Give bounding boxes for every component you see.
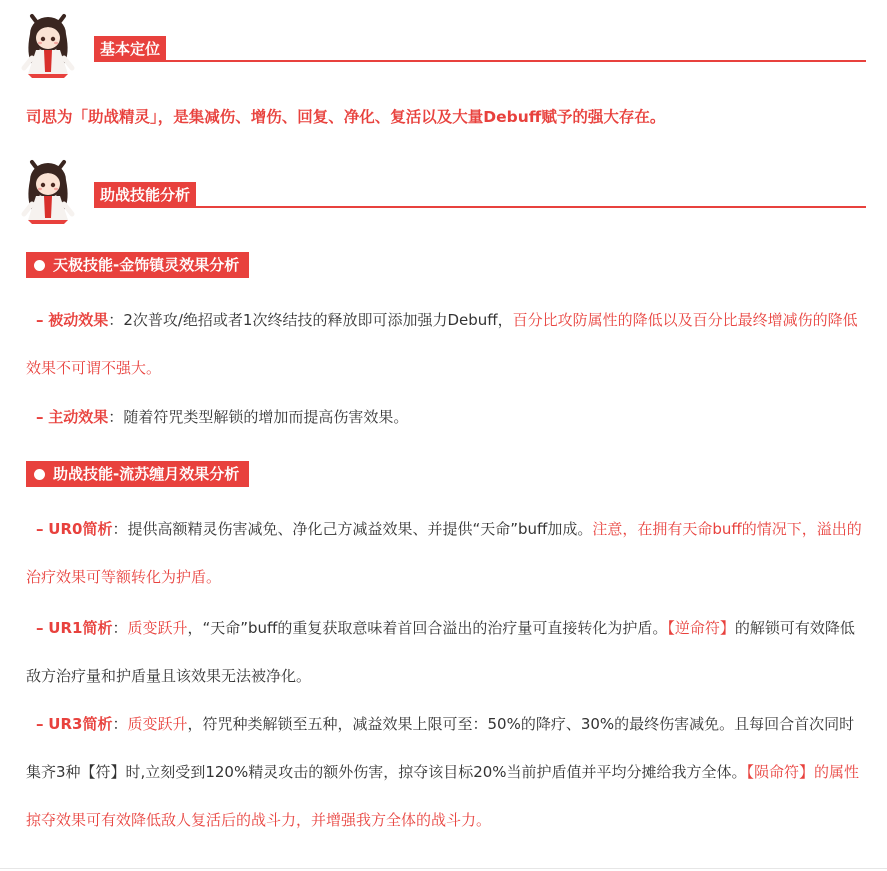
bullet-dot-icon [34, 260, 45, 271]
term-label: UR1简析 [48, 619, 113, 637]
paragraph-active [26, 393, 862, 441]
body-text: 随着符咒类型解锁的增加而提高伤害效果。 [123, 408, 409, 426]
paragraph-ur3 [26, 700, 862, 844]
highlight-text: 【逆命符】 [667, 619, 735, 637]
lead-text: 质变跃升 [127, 715, 188, 733]
intro-text: 司思为「助战精灵」，是集减伤、增伤、回复、净化、复活以及大量Debuff赋予的强大存在。 [26, 108, 666, 126]
section-divider [94, 60, 866, 62]
lead-text: 质变跃升 [127, 619, 188, 637]
paragraph-ur0 [26, 505, 862, 601]
term-label: UR3简析 [48, 715, 113, 733]
subheading-label: 助战技能-流苏缠月效果分析 [53, 465, 240, 483]
page-bottom-divider [0, 868, 887, 869]
colon: ： [108, 311, 124, 329]
colon: ： [112, 619, 128, 637]
dash-marker: – [36, 619, 44, 637]
dash-marker: – [36, 520, 44, 538]
body-text: ，符咒种类解锁至五种，减益效果上限可至：50%的降疗、30%的最终伤害减免。且每回合首次同时集齐3种【符】时,立刻受到120%精灵攻击的额外伤害，掠夺该目标20%当前护盾值并平均分摊给我方全体。 [26, 715, 855, 781]
section-header-skills [18, 156, 866, 226]
subheading-label: 天极技能-金饰镇灵效果分析 [53, 256, 240, 274]
section-title: 助战技能分析 [94, 182, 196, 208]
dash-marker: – [36, 408, 44, 426]
section-title: 基本定位 [94, 36, 166, 62]
colon: ： [112, 520, 128, 538]
dash-marker: – [36, 715, 44, 733]
term-label: UR0简析 [48, 520, 113, 538]
section-header-basic [18, 10, 866, 80]
subheading-liusu [26, 461, 249, 487]
body-text: 的解锁可有效降低敌方治疗量和护盾量且该效果无法被净化。 [26, 619, 855, 685]
body-text: ，“天命”buff的重复获取意味着首回合溢出的治疗量可直接转化为护盾。 [187, 619, 668, 637]
colon: ： [112, 715, 128, 733]
subheading-tianji [26, 252, 249, 278]
term-label: 被动效果 [48, 311, 109, 329]
highlight-text: 【陨命符】的属性掠夺效果可有效降低敌人复活后的战斗力，并增强我方全体的战斗力。 [26, 763, 860, 829]
term-label: 主动效果 [48, 408, 109, 426]
paragraph-passive [26, 296, 862, 392]
highlight-text: 百分比攻防属性的降低以及百分比最终增减伤的降低效果不可谓不强大。 [26, 311, 858, 377]
chibi-girl-icon [18, 156, 78, 226]
highlight-text: 注意，在拥有天命buff的情况下，溢出的治疗效果可等额转化为护盾。 [26, 520, 862, 586]
chibi-girl-icon [18, 10, 78, 80]
colon: ： [108, 408, 124, 426]
paragraph-ur1 [26, 604, 862, 700]
body-text: 2次普攻/绝招或者1次终结技的释放即可添加强力Debuff， [123, 311, 513, 329]
dash-marker: – [36, 311, 44, 329]
bullet-dot-icon [34, 469, 45, 480]
body-text: 提供高额精灵伤害减免、净化己方减益效果、并提供“天命”buff加成。 [127, 520, 593, 538]
section-divider [94, 206, 866, 208]
